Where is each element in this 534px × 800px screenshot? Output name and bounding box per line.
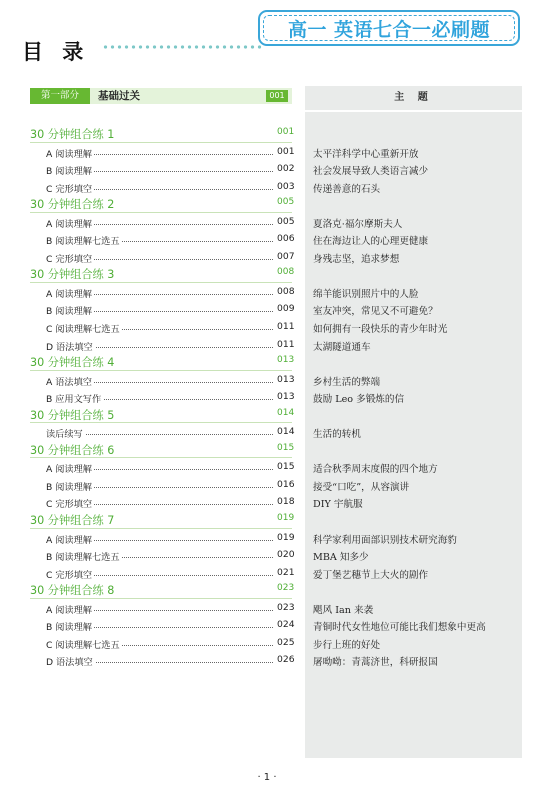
item-title: B 应用文写作 bbox=[46, 391, 103, 405]
item-theme: 步行上班的好处 bbox=[313, 639, 381, 651]
section-title: 30 分钟组合练 2 bbox=[30, 198, 115, 212]
item-theme: 屠呦呦：青蒿济世，科研报国 bbox=[313, 657, 438, 669]
item-page-number: 003 bbox=[277, 180, 295, 192]
part-page-number: 001 bbox=[266, 90, 288, 102]
toc-section-row[interactable] bbox=[30, 406, 522, 424]
item-page-number: 005 bbox=[277, 215, 295, 227]
item-theme: 身残志坚，追求梦想 bbox=[313, 253, 400, 265]
toc-section-row[interactable] bbox=[30, 353, 522, 371]
item-page-number: 006 bbox=[277, 233, 295, 245]
item-theme: 科学家利用面部识别技术研究海豹 bbox=[313, 534, 457, 546]
toc-item-row[interactable] bbox=[30, 143, 522, 161]
item-title: C 完形填空 bbox=[46, 251, 94, 265]
item-theme: 爱丁堡艺穗节上大火的剧作 bbox=[313, 569, 429, 581]
item-title: B 阅读理解 bbox=[46, 163, 94, 177]
item-title: B 阅读理解 bbox=[46, 479, 94, 493]
item-theme: 青铜时代女性地位可能比我们想象中更高 bbox=[313, 622, 486, 634]
toc-item-row[interactable] bbox=[30, 336, 522, 354]
toc-item-row[interactable] bbox=[30, 318, 522, 336]
item-page-number: 025 bbox=[277, 636, 295, 648]
section-title: 30 分钟组合练 7 bbox=[30, 514, 115, 528]
toc-item-row[interactable] bbox=[30, 546, 522, 564]
item-page-number: 016 bbox=[277, 478, 295, 490]
page-title: 目 录 bbox=[22, 40, 90, 64]
item-theme: 太湖隧道通车 bbox=[313, 341, 371, 353]
toc-section-row[interactable] bbox=[30, 265, 522, 283]
section-title: 30 分钟组合练 6 bbox=[30, 443, 115, 457]
item-page-number: 013 bbox=[277, 373, 295, 385]
item-theme: 住在海边让人的心理更健康 bbox=[313, 236, 429, 248]
part-tag: 第一部分 bbox=[30, 88, 90, 104]
item-title: B 阅读理解七选五 bbox=[46, 233, 122, 247]
item-title: B 阅读理解七选五 bbox=[46, 549, 122, 563]
section-title: 30 分钟组合练 1 bbox=[30, 128, 115, 141]
section-page-number: 014 bbox=[277, 407, 295, 418]
section-page-number: 015 bbox=[277, 442, 295, 453]
section-page-number: 008 bbox=[277, 267, 295, 278]
toc-item-row[interactable] bbox=[30, 213, 522, 231]
toc-item-row[interactable] bbox=[30, 230, 522, 248]
item-theme: 接受“口吃”，从容演讲 bbox=[313, 481, 410, 493]
item-page-number: 014 bbox=[277, 426, 295, 438]
item-title: A 阅读理解 bbox=[46, 146, 94, 160]
toc-section-row[interactable] bbox=[30, 195, 522, 213]
section-page-number: 013 bbox=[277, 355, 295, 366]
item-theme: 生活的转机 bbox=[313, 429, 361, 441]
item-page-number: 011 bbox=[277, 338, 295, 350]
item-title: C 完形填空 bbox=[46, 496, 94, 510]
item-title: C 完形填空 bbox=[46, 181, 94, 195]
toc-item-row[interactable] bbox=[30, 423, 522, 441]
section-page-number: 005 bbox=[277, 197, 295, 208]
item-title: A 阅读理解 bbox=[46, 286, 94, 300]
toc-item-row[interactable] bbox=[30, 248, 522, 266]
item-page-number: 007 bbox=[277, 250, 295, 262]
section-page-number: 001 bbox=[277, 127, 295, 137]
item-title: A 阅读理解 bbox=[46, 216, 94, 230]
toc-item-row[interactable] bbox=[30, 564, 522, 582]
item-page-number: 002 bbox=[277, 163, 295, 175]
item-title: A 阅读理解 bbox=[46, 532, 94, 546]
toc-item-row[interactable] bbox=[30, 458, 522, 476]
item-title: B 阅读理解 bbox=[46, 619, 94, 633]
section-page-number: 019 bbox=[277, 513, 295, 524]
toc-section-row[interactable] bbox=[30, 511, 522, 529]
toc-section-row[interactable] bbox=[30, 441, 522, 459]
toc-item-row[interactable] bbox=[30, 371, 522, 389]
item-theme: MBA 知多少 bbox=[313, 552, 369, 564]
item-theme: 社会发展导致人类语言减少 bbox=[313, 166, 429, 178]
section-title: 30 分钟组合练 8 bbox=[30, 584, 115, 598]
item-page-number: 026 bbox=[277, 654, 295, 666]
toc-item-row[interactable] bbox=[30, 634, 522, 652]
item-title: 读后续写 bbox=[46, 426, 85, 440]
item-title: D 语法填空 bbox=[46, 654, 95, 668]
item-title: C 阅读理解七选五 bbox=[46, 637, 122, 651]
item-page-number: 020 bbox=[277, 549, 295, 561]
item-theme: 鼓励 Leo 多锻炼的信 bbox=[313, 394, 405, 406]
page-number: · 1 · bbox=[257, 772, 277, 783]
toc-item-row[interactable] bbox=[30, 283, 522, 301]
item-page-number: 024 bbox=[277, 619, 295, 631]
section-page-number: 023 bbox=[277, 583, 295, 594]
toc-item-row[interactable] bbox=[30, 616, 522, 634]
item-theme: 室友冲突，常见又不可避免？ bbox=[313, 306, 438, 318]
part-header bbox=[30, 88, 292, 104]
item-page-number: 023 bbox=[277, 601, 295, 613]
item-title: C 阅读理解七选五 bbox=[46, 321, 122, 335]
toc-section-row[interactable] bbox=[30, 581, 522, 599]
item-theme: 绵羊能识别照片中的人脸 bbox=[313, 288, 419, 300]
toc-item-row[interactable] bbox=[30, 300, 522, 318]
item-page-number: 008 bbox=[277, 285, 295, 297]
item-page-number: 019 bbox=[277, 531, 295, 543]
book-title-text: 高一 英语七合一必刷题 bbox=[263, 15, 515, 41]
part-title: 基础过关 bbox=[98, 90, 140, 102]
toc-section-row[interactable] bbox=[30, 125, 522, 143]
item-page-number: 013 bbox=[277, 391, 295, 403]
toc-item-row[interactable] bbox=[30, 178, 522, 196]
toc-item-row[interactable] bbox=[30, 529, 522, 547]
toc-list bbox=[30, 125, 522, 669]
theme-column-header: 主 题 bbox=[305, 86, 522, 112]
book-title-banner bbox=[258, 10, 520, 46]
item-theme: 夏洛克·福尔摩斯夫人 bbox=[313, 218, 403, 230]
item-theme: DIY 宇航服 bbox=[313, 499, 363, 511]
item-theme: 适合秋季周末度假的四个地方 bbox=[313, 464, 438, 476]
toc-item-row[interactable] bbox=[30, 160, 522, 178]
item-title: A 语法填空 bbox=[46, 374, 94, 388]
item-theme: 太平洋科学中心重新开放 bbox=[313, 148, 419, 160]
item-theme: 乡村生活的弊端 bbox=[313, 376, 381, 388]
section-title: 30 分钟组合练 3 bbox=[30, 268, 115, 282]
section-title: 30 分钟组合练 4 bbox=[30, 356, 115, 370]
toc-item-row[interactable] bbox=[30, 651, 522, 669]
toc-item-row[interactable] bbox=[30, 388, 522, 406]
item-title: A 阅读理解 bbox=[46, 602, 94, 616]
item-page-number: 018 bbox=[277, 496, 295, 508]
item-page-number: 009 bbox=[277, 303, 295, 315]
section-title: 30 分钟组合练 5 bbox=[30, 408, 115, 422]
toc-item-row[interactable] bbox=[30, 599, 522, 617]
toc-item-row[interactable] bbox=[30, 476, 522, 494]
toc-item-row[interactable] bbox=[30, 493, 522, 511]
item-page-number: 011 bbox=[277, 321, 295, 333]
item-title: A 阅读理解 bbox=[46, 461, 94, 475]
item-theme: 如何拥有一段快乐的青少年时光 bbox=[313, 324, 448, 336]
item-theme: 飓风 Ian 来袭 bbox=[313, 604, 374, 616]
item-title: C 完形填空 bbox=[46, 567, 94, 581]
item-page-number: 021 bbox=[277, 566, 295, 578]
item-title: D 语法填空 bbox=[46, 339, 95, 353]
item-title: B 阅读理解 bbox=[46, 303, 94, 317]
item-page-number: 015 bbox=[277, 461, 295, 473]
title-dots-divider bbox=[102, 45, 262, 49]
item-page-number: 001 bbox=[277, 145, 295, 157]
item-theme: 传递善意的石头 bbox=[313, 183, 381, 195]
